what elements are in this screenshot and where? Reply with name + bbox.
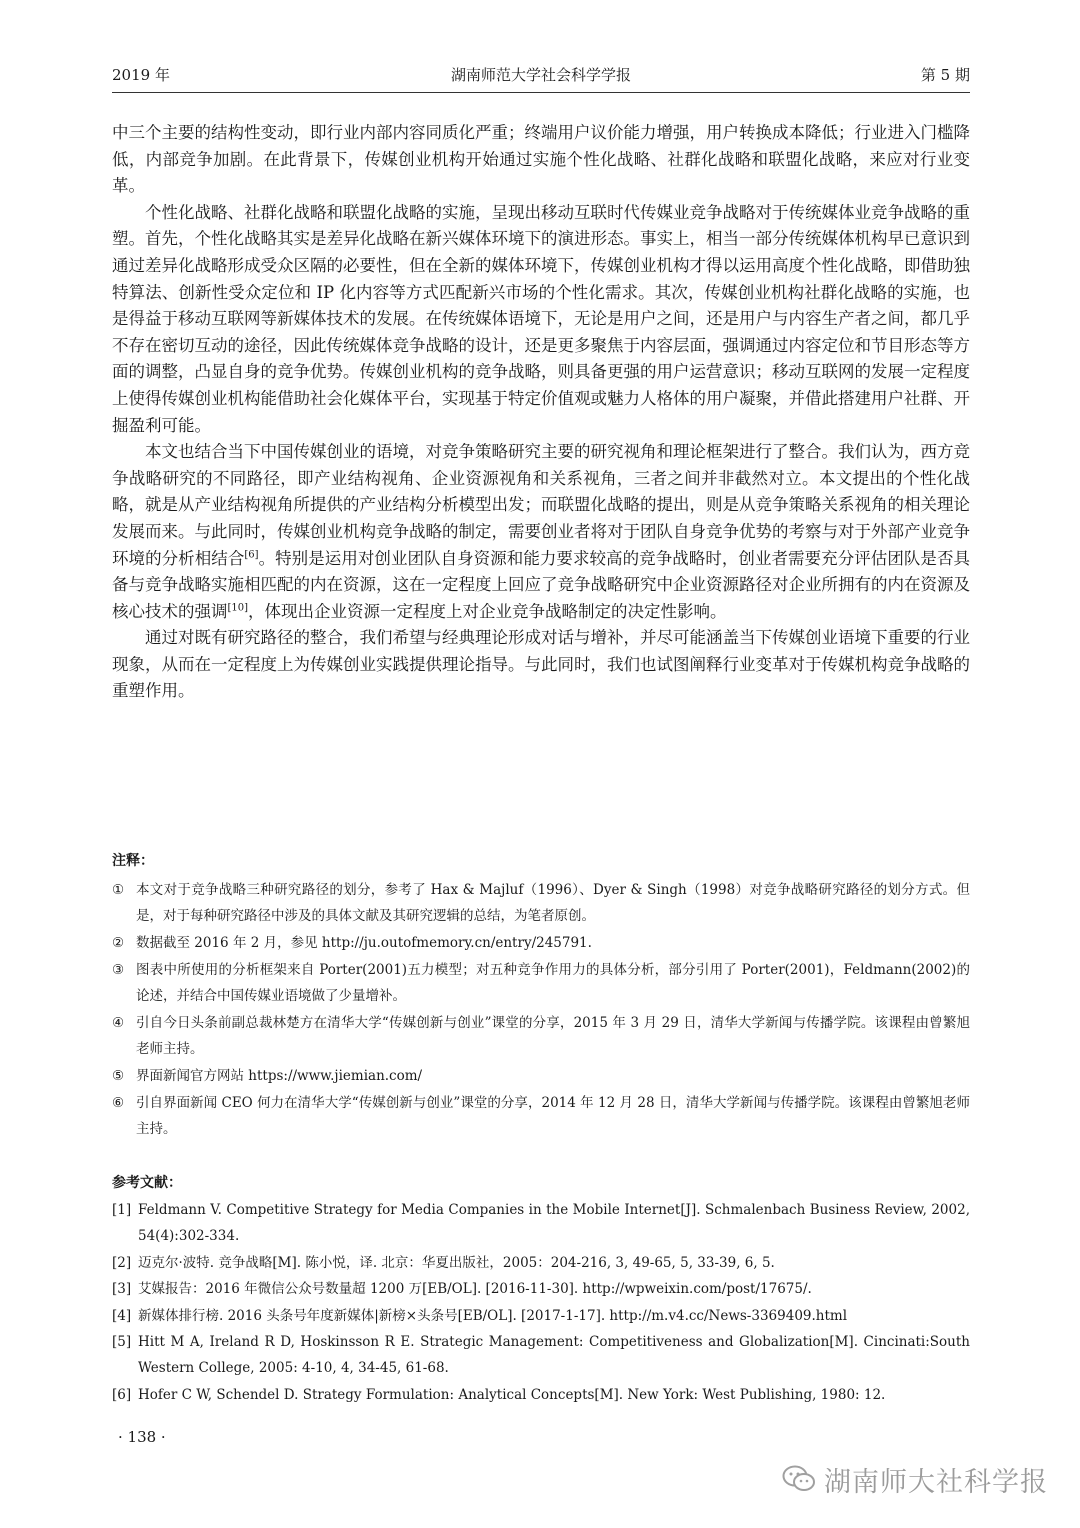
- page-number: · 138 ·: [118, 1428, 166, 1446]
- reference-item: [112, 1250, 970, 1276]
- reference-item: [112, 1382, 970, 1408]
- body-paragraph-3-part-a: 本文也结合当下中国传媒创业的语境，对竞争策略研究主要的研究视角和理论框架进行了整合。我们认为，西方竞争战略研究的不同路径，即产业结构视角、企业资源视角和关系视角，三者之间并非截然对立。本文提出的个性化战略，就是从产业结构视角所提供的产业结构分析模型出发；而联盟化战略的提出，则是从竞争策略关系视角的相关理论发展而来。与此同时，传媒创业机构竞争战略的制定，需要创业者将对于团队自身竞争优势的考察与对于外部产业竞争环境的分析相结合: [112, 442, 970, 568]
- note-item: [112, 930, 970, 956]
- wechat-icon: [782, 1464, 816, 1494]
- reference-number: [1]: [112, 1202, 132, 1218]
- body-paragraph-4: 通过对既有研究路径的整合，我们希望与经典理论形成对话与增补，并尽可能涵盖当下传媒创业语境下重要的行业现象，从而在一定程度上为传媒创业实践提供理论指导。与此同时，我们也试图阐释行业变革对于传媒机构竞争战略的重塑作用。: [112, 628, 970, 701]
- header-year: 2019 年: [112, 66, 170, 84]
- body-paragraph-1: 中三个主要的结构性变动，即行业内部内容同质化严重；终端用户议价能力增强，用户转换成本降低；行业进入门槛降低，内部竞争加剧。在此背景下，传媒创业机构开始通过实施个性化战略、社群化战略和联盟化战略，来应对行业变革。: [112, 123, 970, 196]
- reference-number: [4]: [112, 1307, 132, 1324]
- body-paragraph-3: [112, 439, 970, 625]
- note-mark: ④: [112, 1015, 125, 1031]
- watermark-text: 湖南师大社科学报: [824, 1466, 1048, 1498]
- reference-number: [3]: [112, 1281, 132, 1298]
- note-item: [112, 1090, 970, 1142]
- reference-text: 迈克尔·波特. 竞争战略[M]. 陈小悦，译. 北京：华夏出版社，2005：204-216, 3, 49-65, 5, 33-39, 6, 5.: [138, 1254, 775, 1271]
- header-journal-name: 湖南师范大学社会科学学报: [450, 66, 631, 84]
- note-mark: ③: [112, 962, 125, 978]
- note-text: 本文对于竞争战略三种研究路径的划分，参考了 Hax & Majluf（1996）、Dyer & Singh（1998）对竞争战略研究路径的划分方式。但是，对于每种研究路径中涉及的具体文献及其研究逻辑的总结，为笔者原创。: [136, 882, 970, 924]
- reference-text: Feldmann V. Competitive Strategy for Media Companies in the Mobile Internet[J]. Schmalenbach Business Review, 2002, 54(4):302-334.: [138, 1202, 970, 1245]
- body-paragraph-3-part-c: ，体现出企业资源一定程度上对企业竞争战略制定的决定性影响。: [248, 601, 727, 621]
- citation-6[interactable]: [6]: [244, 549, 259, 560]
- running-head: [112, 62, 970, 88]
- note-item: [112, 957, 970, 1009]
- notes-heading: 注释：: [112, 853, 154, 869]
- reference-text: 新媒体排行榜. 2016 头条号年度新媒体|新榜×头条号[EB/OL]. [2017-1-17]. http://m.v4.cc/News-3369409.html: [138, 1307, 848, 1324]
- note-text: 图表中所使用的分析框架来自 Porter(2001)五力模型；对五种竞争作用力的具体分析，部分引用了 Porter(2001)，Feldmann(2002)的论述，并结合中国传媒业语境做了少量增补。: [136, 962, 970, 1004]
- body-paragraph-2: 个性化战略、社群化战略和联盟化战略的实施，呈现出移动互联时代传媒业竞争战略对于传统媒体业竞争战略的重塑。首先，个性化战略其实是差异化战略在新兴媒体环境下的演进形态。事实上，相当一部分传统媒体机构早已意识到通过差异化战略形成受众区隔的必要性，但在全新的媒体环境下，传媒创业机构才得以运用高度个性化战略，即借助独特算法、创新性受众定位和 IP 化内容等方式匹配新兴市场的个性化需求。其次，传媒创业机构社群化战略的实施，也是得益于移动互联网等新媒体技术的发展。在传统媒体语境下，无论是用户之间，还是用户与内容生产者之间，都几乎不存在密切互动的途径，因此传统媒体竞争战略的设计，还是更多聚焦于内容层面，强调通过内容定位和节目形态等方面的调整，凸显自身的竞争优势。传媒创业机构的竞争战略，则具备更强的用户运营意识；移动互联网的发展一定程度上使得传媒创业机构能借助社会化媒体平台，实现基于特定价值观或魅力人格体的用户凝聚，并借此搭建用户社群、开掘盈利可能。: [112, 202, 970, 435]
- reference-item: [112, 1276, 970, 1302]
- note-text: 界面新闻官方网站 https://www.jiemian.com/: [136, 1068, 423, 1084]
- note-text: 引自界面新闻 CEO 何力在清华大学“传媒创新与创业”课堂的分享，2014 年 12 月 28 日，清华大学新闻与传播学院。该课程由曾繁旭老师主持。: [136, 1095, 970, 1137]
- article-body: [112, 120, 970, 705]
- note-mark: ①: [112, 882, 125, 898]
- reference-item: [112, 1329, 970, 1382]
- reference-text: 艾媒报告：2016 年微信公众号数量超 1200 万[EB/OL]. [2016-11-30]. http://wpweixin.com/post/17675/.: [138, 1281, 812, 1298]
- note-text: 数据截至 2016 年 2 月，参见 http://ju.outofmemory.cn/entry/245791.: [136, 935, 592, 951]
- reference-item: [112, 1303, 970, 1329]
- header-rule: [112, 92, 970, 93]
- reference-text: Hofer C W, Schendel D. Strategy Formulation: Analytical Concepts[M]. New York: West Publishing, 1980: 12.: [138, 1386, 886, 1403]
- body-paragraph-3-part-b: 。特别是运用对创业团队自身资源和能力要求较高的竞争战略时，创业者需要充分评估团队是否具备与竞争战略实施相匹配的内在资源，这在一定程度上回应了竞争战略研究中企业资源路径对企业所拥有的内在资源及核心技术的强调: [112, 548, 971, 621]
- reference-item: [112, 1197, 970, 1250]
- note-mark: ②: [112, 935, 125, 951]
- wechat-watermark: [782, 1459, 1048, 1499]
- note-text: 引自今日头条前副总裁林楚方在清华大学“传媒创新与创业”课堂的分享，2015 年 3 月 29 日，清华大学新闻与传播学院。该课程由曾繁旭老师主持。: [136, 1015, 970, 1057]
- reference-text: Hitt M A, Ireland R D, Hoskinsson R E. Strategic Management: Competitiveness and Globalization[M]. Cincinati:South Western College, 2005: 4-10, 4, 34-45, 61-68.: [138, 1334, 970, 1377]
- reference-number: [5]: [112, 1334, 132, 1351]
- header-issue: 第 5 期: [920, 66, 970, 84]
- references-list: [112, 1197, 970, 1408]
- reference-number: [2]: [112, 1254, 132, 1271]
- note-item: [112, 1010, 970, 1062]
- note-item: [112, 877, 970, 929]
- note-item: [112, 1063, 970, 1089]
- note-mark: ⑥: [112, 1095, 125, 1111]
- references-heading: 参考文献：: [112, 1175, 182, 1191]
- notes-list: [112, 877, 970, 1143]
- citation-10[interactable]: [10]: [227, 602, 249, 614]
- note-mark: ⑤: [112, 1068, 125, 1084]
- reference-number: [6]: [112, 1386, 132, 1403]
